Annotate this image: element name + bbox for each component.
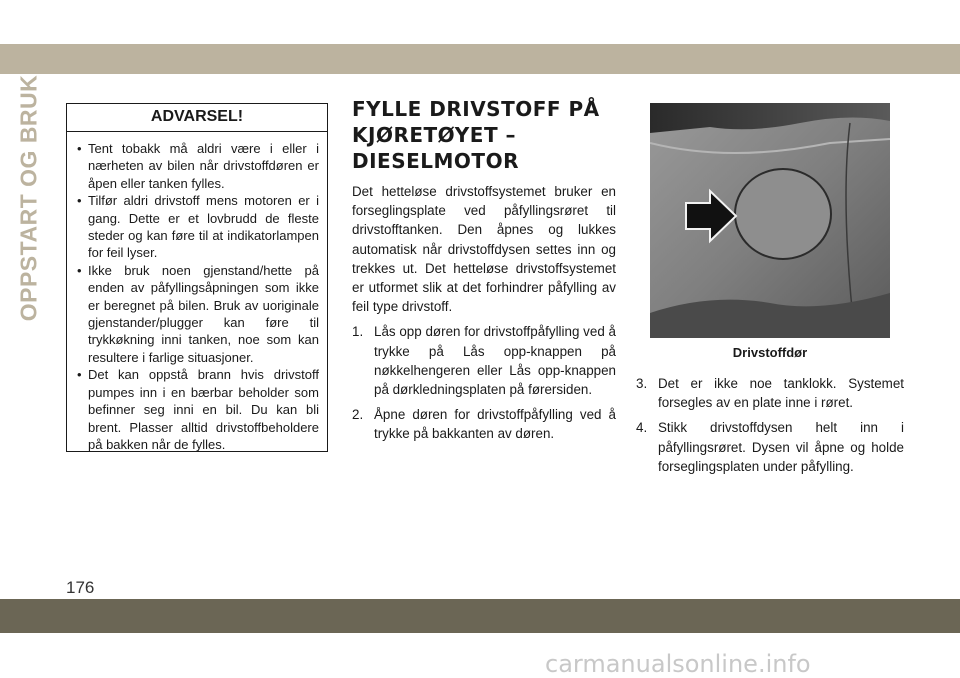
section-body <box>352 182 616 450</box>
step-number: 4. <box>636 420 648 436</box>
step-item <box>636 418 904 476</box>
warning-item: • Ikke bruk noen gjenstand/hette på enden av påfyllingsåpningen som ikke er beregnet på bilen. Bruk av uoriginale gjenstander/plugger kan føre til trykkøkning inni tanken, noe som kan resultere i farlige situasjoner. <box>77 262 319 366</box>
step-number: 2. <box>352 407 364 423</box>
warning-box <box>66 103 328 452</box>
watermark: carmanualsonline.info <box>545 650 811 678</box>
side-tab-label: OPPSTART OG BRUK <box>15 74 42 321</box>
warning-item: • Tilfør aldri drivstoff mens motoren er i gang. Dette er et lovbrudd de fleste steder og kan føre til at indikatorlampen for feil lyser. <box>77 192 319 262</box>
section-heading-line: KJØRETØYET – <box>352 123 517 147</box>
step-text: Lås opp døren for drivstoffpåfylling ved å trykke på Lås opp-knappen på nøkkelhengeren eller Lås opp-knappen på dørkledningsplaten på førersiden. <box>374 324 616 398</box>
warning-list <box>67 132 327 453</box>
warning-item: • Tent tobakk må aldri være i eller i nærheten av bilen når drivstoffdøren er åpen eller tanken fylles. <box>77 140 319 192</box>
step-text: Stikk drivstoffdysen helt inn i påfyllingsrøret. Dysen vil åpne og holde forseglingsplaten under påfylling. <box>658 420 904 474</box>
step-item <box>352 405 616 443</box>
step-item <box>636 374 904 412</box>
section-intro: Det hetteløse drivstoffsystemet bruker en forseglingsplate ved påfyllingsrøret til drivstofftanken. Den åpnes og lukkes automatisk når drivstoffdysen settes inn og trekkes ut. Det hetteløse drivstoffsystemet er utformet slik at det forhindrer påfylling av feil type drivstoff. <box>352 184 616 315</box>
section-heading <box>352 96 622 174</box>
step-text: Det er ikke noe tanklokk. Systemet forsegles av en plate inne i røret. <box>658 376 904 411</box>
section-heading-line: FYLLE DRIVSTOFF PÅ <box>352 97 600 121</box>
section-heading-line: DIESELMOTOR <box>352 149 519 173</box>
warning-item: • Det kan oppstå brann hvis drivstoff pumpes inn i en bærbar beholder som befinner seg inni en bil. Du kan bli brent. Plasser alltid drivstoffbeholdere på bakken når de fylles. <box>77 366 319 453</box>
fuel-door-illustration <box>650 103 890 338</box>
step-number: 1. <box>352 324 364 340</box>
step-item <box>352 322 616 399</box>
step-list <box>352 322 616 443</box>
header-band <box>0 44 960 74</box>
step-text: Åpne døren for drivstoffpåfylling ved å trykke på bakkanten av døren. <box>374 407 616 442</box>
warning-title: ADVARSEL! <box>67 104 327 132</box>
page-number: 176 <box>66 578 95 597</box>
step-list-continued <box>636 374 904 482</box>
footer-band <box>0 599 960 633</box>
step-number: 3. <box>636 376 648 391</box>
figure-caption: Drivstoffdør <box>732 345 808 360</box>
side-tab <box>14 74 44 321</box>
